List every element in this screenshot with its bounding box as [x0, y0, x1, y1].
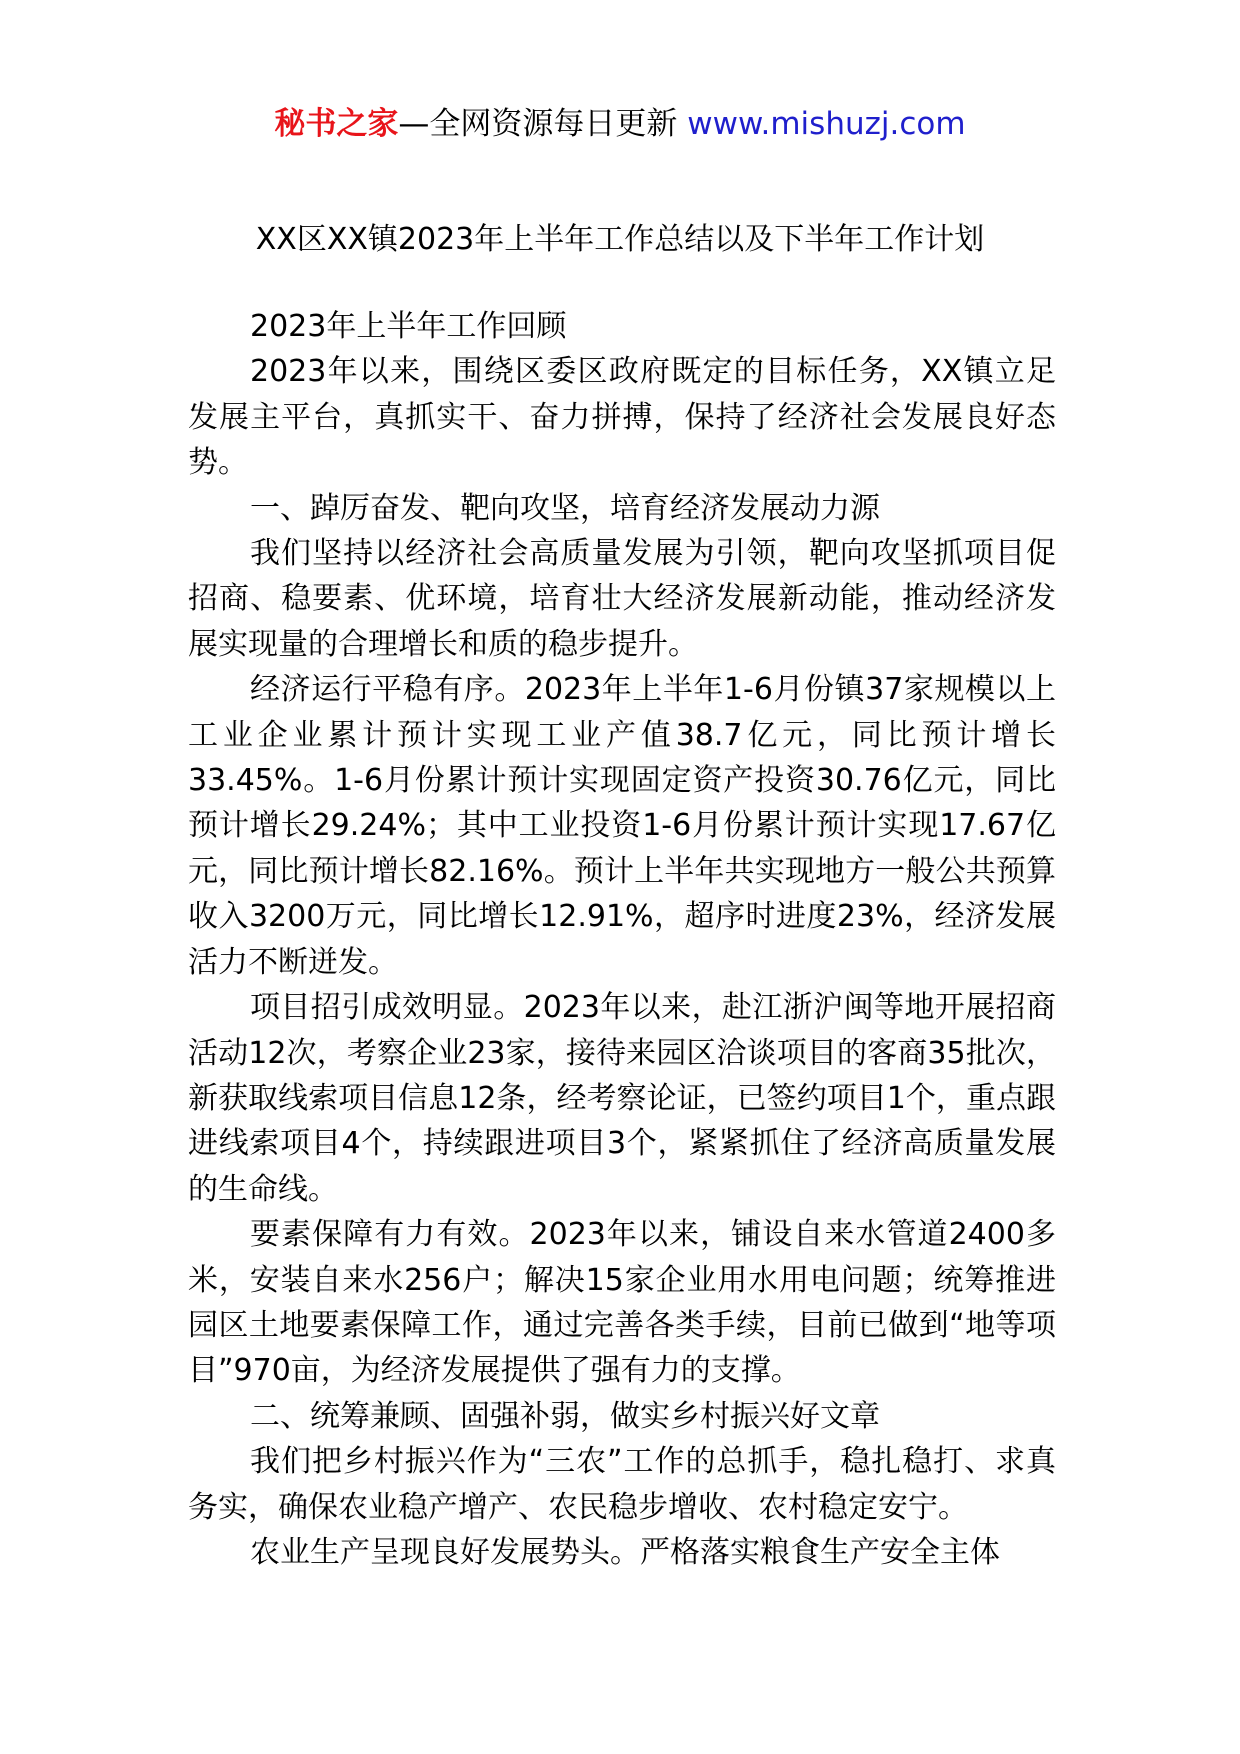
site-tagline: —全网资源每日更新: [398, 106, 688, 142]
document-title: XX区XX镇2023年上半年工作总结以及下半年工作计划: [255, 222, 985, 257]
section-heading-review: 2023年上半年工作回顾: [250, 309, 567, 344]
paragraph-agriculture: 农业生产呈现良好发展势头。严格落实粮食生产安全主体: [250, 1534, 1000, 1570]
paragraph-economy-overview: 我们坚持以经济社会高质量发展为引领，靶向攻坚抓项目促招商、稳要素、优环境，培育壮大经济发展新动能，推动经济发展实现量的合理增长和质的稳步提升。: [188, 536, 1056, 662]
paragraph-economic-operation: 经济运行平稳有序。2023年上半年1-6月份镇37家规模以上工业企业累计预计实现工业产值38.7亿元，同比预计增长33.45%。1-6月份累计预计实现固定资产投资30.76亿元，同比预计增长29.24%；其中工业投资1-6月份累计预计实现17.67亿元，同比预计增长82.16%。预计上半年共实现地方一般公共预算收入3200万元，同比增长12.91%，超序时进度23%，经济发展活力不断迸发。: [188, 672, 1056, 980]
document-body: [188, 304, 1056, 1575]
section-heading-economy: 一、踔厉奋发、靶向攻坚，培育经济发展动力源: [250, 490, 880, 526]
site-brand: 秘书之家: [274, 106, 399, 142]
section-heading-rural: 二、统筹兼顾、固强补弱，做实乡村振兴好文章: [250, 1398, 880, 1434]
paragraph-intro: 2023年以来，围绕区委区政府既定的目标任务，XX镇立足发展主平台，真抓实干、奋力拼搏，保持了经济社会发展良好态势。: [188, 354, 1056, 481]
paragraph-rural-overview: 我们把乡村振兴作为“三农”工作的总抓手，稳扎稳打、求真务实，确保农业稳产增产、农民稳步增收、农村稳定安宁。: [188, 1444, 1056, 1525]
paragraph-project-attraction: 项目招引成效明显。2023年以来，赴江浙沪闽等地开展招商活动12次，考察企业23家，接待来园区洽谈项目的客商35批次，新获取线索项目信息12条，经考察论证，已签约项目1个，重点跟进线索项目4个，持续跟进项目3个，紧紧抓住了经济高质量发展的生命线。: [188, 990, 1056, 1207]
site-url-link[interactable]: www.mishuzj.com: [687, 106, 966, 142]
site-header: [0, 102, 1240, 146]
paragraph-factor-guarantee: 要素保障有力有效。2023年以来，铺设自来水管道2400多米，安装自来水256户；解决15家企业用水用电问题；统筹推进园区土地要素保障工作，通过完善各类手续，目前已做到“地等项目”970亩，为经济发展提供了强有力的支撑。: [188, 1217, 1056, 1389]
